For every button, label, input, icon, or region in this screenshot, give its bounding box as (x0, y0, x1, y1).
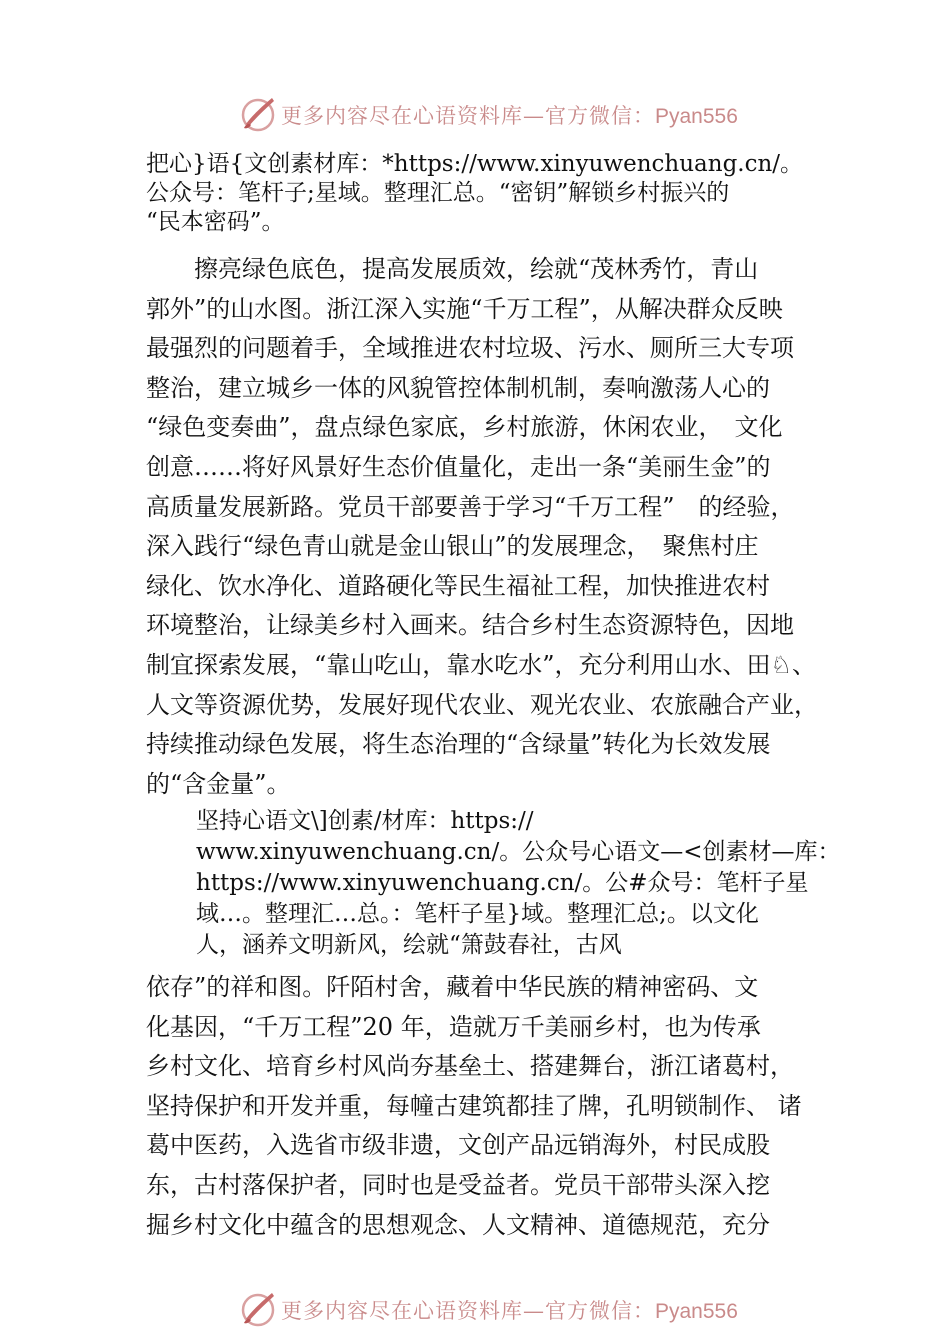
text-line: 擦亮绿色底色，提高发展质效，绘就“茂林秀竹，青山 (146, 255, 759, 283)
text-line: https://www.xinyuwenchuang.cn/。公#众号：笔杆子星 (196, 870, 809, 896)
intro-paragraph (146, 150, 836, 237)
text-line: “民本密码”。 (146, 209, 285, 235)
text-line: 乡村文化、培育乡村风尚夯基垒土、搭建舞台，浙江诸葛村， (146, 1052, 794, 1081)
text-line: 持续推动绿色发展，将生态治理的“含绿量”转化为长效发展 (146, 730, 771, 759)
text-line: 化基因，“千万工程”20 年，造就万千美丽乡村，也为传承 (146, 1012, 761, 1041)
text-line: 制宜探索发展，“靠山吃山，靠水吃水”，充分利用山水、田♘、 (146, 650, 817, 679)
text-line: 的“含金量”。 (146, 769, 291, 798)
text-line: 最强烈的问题着手，全域推进农村垃圾、污水、厕所三大专项 (146, 334, 794, 363)
text-line: 依存”的祥和图。阡陌村舍，藏着中华民族的精神密码、文 (146, 973, 759, 1001)
banner-text: 更多内容尽在心语资料库—官方微信：Pyan556 (281, 104, 738, 128)
text-line: 掘乡村文化中蕴含的思想观念、人文精神、道德规范，充分 (146, 1210, 770, 1239)
brush-logo-icon (238, 94, 278, 134)
banner-wechat-handle: Pyan556 (655, 105, 738, 128)
text-line: 把心}语{文创素材库：*https://www.xinyuwenchuang.cn/。 (146, 151, 804, 177)
header-banner (0, 92, 950, 136)
text-line: 高质量发展新路。党员干部要善于学习“千万工程” 的经验， (146, 492, 795, 521)
text-line: 深入践行“绿色青山就是金山银山”的发展理念， 聚焦村庄 (146, 532, 759, 561)
text-line: “绿色变奏曲”，盘点绿色家底，乡村旅游，休闲农业， 文化 (146, 413, 783, 442)
text-line: 环境整治，让绿美乡村入画来。结合乡村生态资源特色，因地 (146, 611, 794, 640)
footer-banner (0, 1287, 950, 1331)
culture-paragraph (146, 968, 836, 1245)
text-line: 坚持保护和开发并重，每幢古建筑都挂了牌，孔明锁制作、 诸 (146, 1091, 802, 1120)
text-line: 整治，建立城乡一体的风貌管控体制机制，奏响激荡人心的 (146, 373, 770, 402)
culture-intro-paragraph (196, 806, 841, 961)
text-line: 东，古村落保护者，同时也是受益者。党员干部带头深入挖 (146, 1170, 770, 1199)
text-line: 绿化、饮水净化、道路硬化等民生福祉工程，加快推进农村 (146, 571, 770, 600)
text-line: 创意……将好风景好生态价值量化，走出一条“美丽生金”的 (146, 452, 771, 481)
text-line: 人，涵养文明新风，绘就“箫鼓春社，古风 (196, 932, 622, 958)
text-line: 人文等资源优势，发展好现代农业、观光农业、农旅融合产业， (146, 690, 818, 719)
text-line: 域…。整理汇…总。：笔杆子星}域。整理汇总;。以文化 (196, 901, 759, 927)
banner-wechat-handle: Pyan556 (655, 1300, 738, 1323)
text-line: 葛中医药，入选省市级非遗，文创产品远销海外，村民成股 (146, 1131, 770, 1160)
brush-logo-icon (238, 1289, 278, 1329)
text-line: www.xinyuwenchuang.cn/。公众号心语文—<创素材—库： (196, 839, 841, 865)
text-line: 坚持心语文\]创素/材库：https:// (196, 808, 534, 834)
text-line: 公众号：笔杆子;星域。整理汇总。“密钥”解锁乡村振兴的 (146, 180, 730, 206)
banner-text: 更多内容尽在心语资料库—官方微信：Pyan556 (281, 1299, 738, 1323)
green-development-paragraph (146, 250, 836, 804)
text-line: 郭外”的山水图。浙江深入实施“千万工程”，从解决群众反映 (146, 294, 783, 323)
